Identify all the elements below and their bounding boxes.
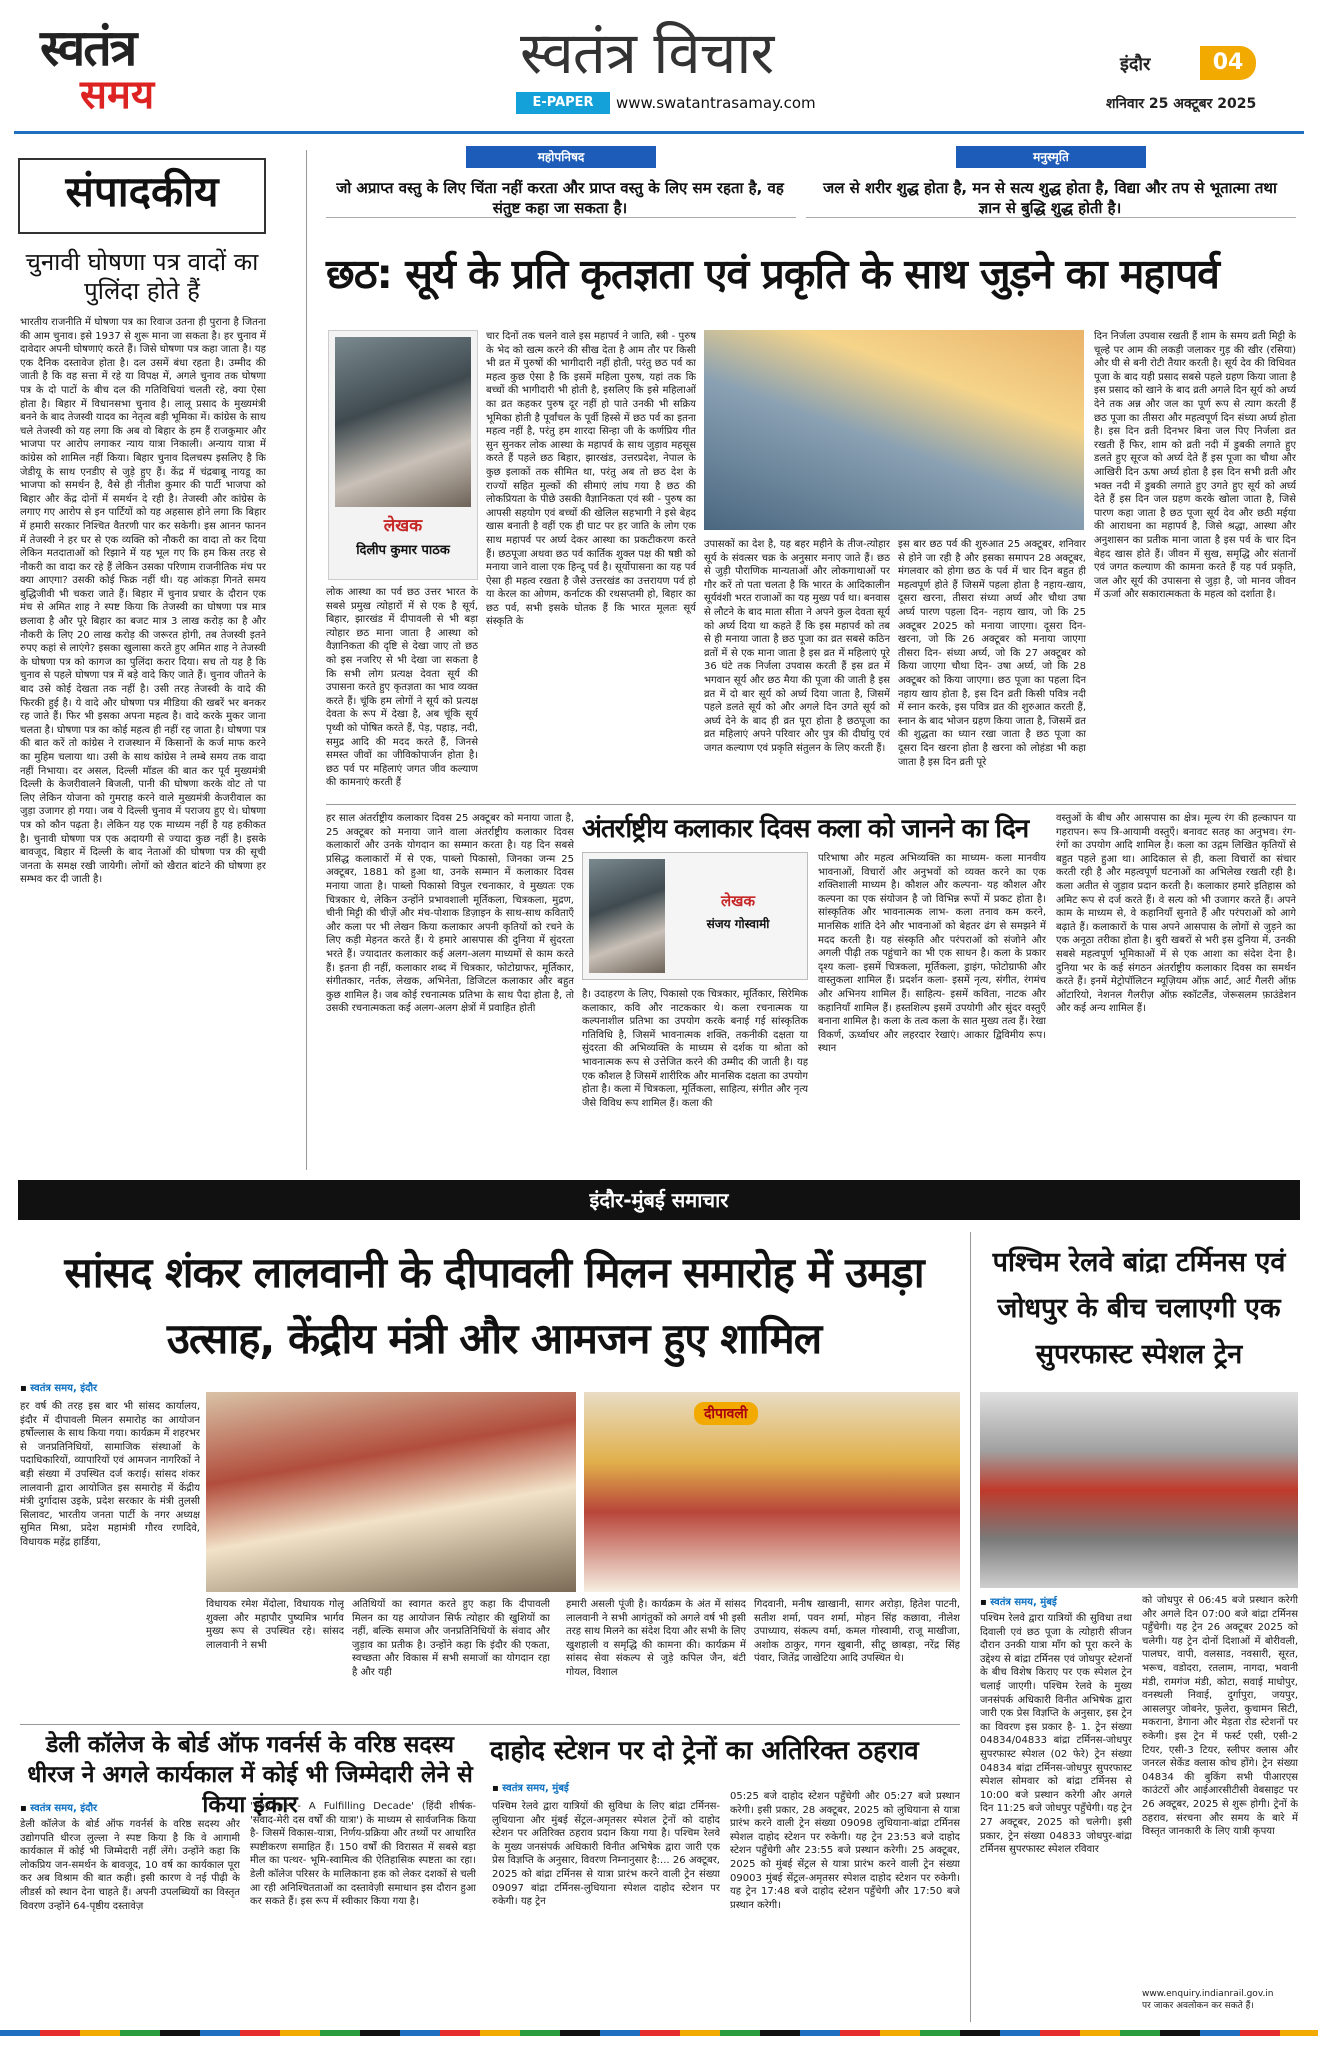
column-divider [306,150,307,1170]
byline-text: स्वतंत्र समय, इंदौर [30,1803,98,1814]
epaper-badge: E-PAPER [516,92,610,114]
dahod-byline: ▪ स्वतंत्र समय, मुंबई [492,1783,569,1794]
lalwani-byline: ▪ स्वतंत्र समय, इंदौर [20,1383,98,1394]
quote-text-2: जल से शरीर शुद्ध होता है, मन से सत्य शुद्ध होता है, विद्या और तप से भूतात्मा तथा ज्ञान से बुद्धि शुद्ध होती है। [823,179,1277,217]
masthead-rule [14,131,1304,134]
column-divider [970,1232,971,2022]
author-photo [589,859,665,973]
byline-text: स्वतंत्र समय, मुंबई [990,1597,1057,1608]
issue-date: शनिवार 25 अक्टूबर 2025 [1106,96,1257,112]
newspaper-logo [40,18,200,122]
lalwani-col-1: हर वर्ष की तरह इस बार भी सांसद कार्यालय, इंदौर में दीपावली मिलन समारोह का आयोजन हर्षोल्लास के साथ किया गया। कार्यक्रम में शहरभर से जनप्रतिनिधियों, सामाजिक संस्थाओं के पदाधिकारियों, व्यापारियों एवं आमजन नागरिकों ने बड़ी संख्या में उपस्थित दर्ज कराई। सांसद शंकर लालवानी द्वारा आयोजित इस समारोह में केंद्रीय मंत्री दुर्गादास उइके, प्रदेश सरकार के मंत्री तुलसी सिलावट, भारतीय जनता पार्टी के नगर अध्यक्ष सुमित मिश्रा, प्रदेश महामंत्री गौरव रणदिवे, विधायक महेंद्र हार्डिया, [20,1401,200,1548]
train-headline: पश्चिम रेलवे बांद्रा टर्मिनस एवं जोधपुर के बीच चलाएगी एक सुपरफास्ट स्पेशल ट्रेन [992,1247,1286,1370]
lalwani-col-4: हमारी असली पूंजी है। कार्यक्रम के अंत में सांसद लालवानी ने सभी आगंतुकों को अगले वर्ष भी इसी तरह साथ मिलने का संदेश दिया और सभी के लिए खुशहाली व समृद्धि की कामना की। कार्यक्रम में सांसद सेवा संकल्प से जुड़े कपिल जैन, बंटी गोयल, विशाल [566,1599,746,1678]
author-label: लेखक [721,892,755,910]
author-name: दिलीप कुमार पाठक [356,543,450,558]
quote-label-1: महोपनिषद [466,146,656,168]
artist-col-1: हर साल अंतर्राष्ट्रीय कलाकार दिवस 25 अक्टूबर को मनाया जाता है, 25 अक्टूबर को मनाया जाने वाला अंतर्राष्ट्रीय कलाकार दिवस कलाकारों और उनके योगदान का सम्मान करता है। यह दिन सबसे प्रसिद्ध कलाकारों में से एक, पाब्लो पिकासो, जिनका जन्म 25 अक्टूबर, 1881 को हुआ था, उनके सम्मान में कलाकार दिवस मनाया जाता है। पाब्लो पिकासो विपुल रचनाकार, वे मुख्यतः एक चित्रकार थे, लेकिन उन्होंने प्रभावशाली मूर्तिकला, चित्रकला, मुद्रण, चीनी मिट्टी की चीज़ें और मंच-पोशाक डिज़ाइन के साथ-साथ कविताएँ और कला पर भी लेखन किया कलाकार अपनी कृतियों को रचने के लिए कड़ी मेहनत करते हैं। ये हमारे आसपास की दुनिया में सुंदरता भरते हैं। ज्यादातर कलाकार कई अलग-अलग माध्यमों से काम करते हैं। इतना ही नहीं, कलाकार शब्द में चित्रकार, फोटोग्राफर, मूर्तिकार, संगीतकार, नर्तक, लेखक, अभिनेता, डिजिटल कलाकार और बहुत कुछ शामिल है। जब कोई रचनात्मक प्रतिभा के साथ पैदा होता है, तो उसकी रचनात्मकता कई अलग-अलग क्षेत्रों में प्रवाहित होती [326,813,574,1015]
chhath-col-3: उपासकों का देश है, यह बहर महीने के तीज-त्योहार सूर्य के संवत्सर चक्र के अनुसार मनाए जाते हैं। छठ से जुड़ी पौराणिक मान्यताओं और लोकगाथाओं पर गौर करें तो पता चलता है कि भारत के आदिकालीन सूर्यवंशी भरत राजाओं का यह मुख्य पर्व था। बनवास से लौटने के बाद माता सीता ने अपने कुल देवता सूर्य को अर्घ्य दिया था कहते हैं कि इस महापर्व को तब से ही मनाया जाता है छठ पूजा का व्रत सबसे कठिन व्रतों में से एक माना जाता है इस व्रत में महिलाएं पूरे 36 घंटे तक निर्जला उपवास करती हैं इस व्रत में भगवान सूर्य और छठ मैया की पूजा की जाती है इस व्रत में दो बार सूर्य को अर्घ्य दिया जाता है, जिसमें पहले डलते सूर्य को और अगले दिन उगते सूर्य को अर्घ्य देने के बाद ही व्रत पूरा होता है छठपूजा का व्रत महिलाएं अपने परिवार और पुत्र की दीर्घायु एवं जगत कल्याण एवं प्रकृति संतुलन के लिए करती हैं। [704,539,890,754]
photo-banner: दीपावली [694,1402,758,1425]
artist-col-4: वस्तुओं के बीच और आसपास का क्षेत्र। मूल्य रंग की हल्कापन या गहरापन। रूप त्रि-आयामी वस्तुएँ। बनावट सतह का अनुभव। रंग- रंगों का उपयोग आदि शामिल है। कला का उद्गम लिखित कृतियों से बहुत पहले हुआ था। आदिकाल से ही, कला विचारों का संचार करती रही है और महत्वपूर्ण घटनाओं का अभिलेख रखती रही है। कला अतीत से जुड़ाव प्रदान करती है। कलाकार हमारे इतिहास को अमिट रूप से दर्ज करते हैं। वे सत्य को भी उजागर करते हैं। अपने काम के माध्यम से, वे कहानियाँ सुनाते हैं और परंपराओं को आगे बढ़ाते हैं। कलाकारों के पास अपने आसपास के लोगों से जुड़ने का एक अनूठा तरीका होता है। बुरी खबरों से भरी इस दुनिया में, उनकी सबसे महत्वपूर्ण भूमिकाओं में से एक आशा का संदेश देना है। दुनिया भर के कई संगठन अंतर्राष्ट्रीय कलाकार दिवस का समर्थन करते हैं। इनमें मेट्रोपॉलिटन म्यूज़ियम ऑफ़ आर्ट, आर्ट गैलरी ऑफ़ ओंटारियो, नेशनल गैलरीज़ ऑफ़ स्कॉटलैंड, जेरूसलम फ़ाउंडेशन और कई अन्य शामिल हैं। [1056,813,1296,1015]
chhath-col-1: लोक आस्था का पर्व छठ उत्तर भारत के सबसे प्रमुख त्योहारों में से एक है सूर्य, बिहार, झारखंड में दीपावली से भी बड़ा त्योहार छठ माना जाता है आस्था को वैज्ञानिकता की दृष्टि से देखा जाए तो छठ को इस नजरिए से भी देखा जा सकता है कि सभी लोग प्रत्यक्ष देवता सूर्य की उपासना करते हुए कृतज्ञता का भाव व्यक्त करते हैं। चूंकि हम लोगों ने सूर्य को प्रत्यक्ष देवता के रूप में देखा है, अब चूंकि सूर्य पृथ्वी को पोषित करते हैं, पेड़, पहाड़, नदी, समुद्र आदि की मदद करते हैं, जिनसे समस्त जीवों का जीविकोपार्जन होता है। छठ पर्व पर महिलाएं जगत जीव कल्याण की कामनाएं करती हैं [326,587,478,789]
edition-city: इंदौर [1120,54,1151,75]
page-title: स्वतंत्र विचार [520,19,774,87]
article-divider [326,804,1296,805]
artist-author-card [582,852,808,980]
editorial-headline: चुनावी घोषणा पत्र वादों का पुलिंदा होते हैं [25,248,259,305]
train-byline: ▪ स्वतंत्र समय, मुंबई [980,1597,1057,1608]
daly-byline: ▪ स्वतंत्र समय, इंदौर [20,1803,98,1814]
train-col-1: पश्चिम रेलवे द्वारा यात्रियों की सुविधा तथा दिवाली एवं छठ पूजा के त्योहारी सीजन दौरान उनकी यात्रा माँग को पूरा करने के उद्देश्य से बांद्रा टर्मिनस एवं जोधपुर स्टेशनों के बीच विशेष किराए पर एक स्पेशल ट्रेन चलाई जाएगी। पश्चिम रेलवे के मुख्य जनसंपर्क अधिकारी विनीत अभिषेक द्वारा जारी एक प्रेस विज्ञप्ति के अनुसार, इस ट्रेन का विवरण इस प्रकार है- 1. ट्रेन संख्या 04834/04833 बांद्रा टर्मिनस-जोधपुर सुपरफास्ट स्पेशल (02 फेरे) ट्रेन संख्या 04834 बांद्रा टर्मिनस-जोधपुर सुपरफास्ट स्पेशल सोमवार को बांद्रा टर्मिनस से 10:00 बजे प्रस्थान करेगी और अगले दिन 11:25 बजे जोधपुर पहुँचेगी। यह ट्रेन 27 अक्टूबर, 2025 को चलेगी। इसी प्रकार, ट्रेन संख्या 04833 जोधपुर-बांद्रा टर्मिनस सुपरफास्ट स्पेशल रविवार [980,1613,1132,1856]
logo-line-1: स्वतंत्र [40,18,136,77]
artist-day-headline: अंतर्राष्ट्रीय कलाकार दिवस कला को जानने का दिन [582,814,1029,844]
daly-headline: डेली कॉलेज के बोर्ड ऑफ गवर्नर्स के वरिष्ठ सदस्य धीरज ने अगले कार्यकाल में कोई भी जिम्मेदारी लेने से किया इंकार [27,1732,473,1818]
byline-text: स्वतंत्र समय, मुंबई [502,1783,569,1794]
dahod-headline: दाहोद स्टेशन पर दो ट्रेनों का अतिरिक्त ठहराव [490,1736,919,1766]
daly-col-1: डेली कॉलेज के बोर्ड ऑफ गवर्नर्स के वरिष्ठ सदस्य और उद्योगपति धीरज लुल्ला ने स्पष्ट किया है कि वे आगामी कार्यकाल में कोई भी जिम्मेदारी नहीं लेंगे। उन्होंने कहा कि लोकप्रिय जन-समर्थन के बावजूद, 10 वर्ष का कार्यकाल पूरा कर अब विश्राम की बात कही। इसी कारण वे नई पीढ़ी के लीडर्स को स्थान देना चाहते हैं। अपनी उपलब्धियों का विस्तृत विवरण उन्होंने 64-पृष्ठीय दस्तावेज़ [20,1819,240,1912]
train-photo [980,1392,1298,1588]
article-divider [20,1724,960,1725]
artist-col-3: परिभाषा और महत्व अभिव्यक्ति का माध्यम- कला मानवीय भावनाओं, विचारों और अनुभवों को व्यक्त करने का एक शक्तिशाली माध्यम है। कौशल और कल्पना- यह कौशल और कल्पना का एक संयोजन है जो विभिन्न रूपों में प्रकट होता है। सांस्कृतिक और भावनात्मक लाभ- कला तनाव कम करने, मानसिक शांति देने और भावनाओं को बेहतर ढंग से समझने में मदद करती है। यह संस्कृति और परंपराओं को संजोने और अगली पीढ़ी तक पहुंचाने का भी एक साधन है। कला के प्रकार दृश्य कला- इसमें चित्रकला, मूर्तिकला, ड्राइंग, फोटोग्राफी और वास्तुकला शामिल हैं। प्रदर्शन कला- इसमें नृत्य, संगीत, रंगमंच और अभिनय शामिल हैं। साहित्य- इसमें कविता, नाटक और कहानियाँ शामिल हैं। हस्तशिल्प इसमें उपयोगी और सुंदर वस्तुएँ बनाना शामिल है। कला के तत्व कला के सात मुख्य तत्व हैं। रेखा विकर्ण, ऊर्ध्वाधर और लहरदार रेखाएं। आकार द्विविमीय रूप। स्थान [818,853,1046,1055]
section-bar [18,1180,1300,1220]
lalwani-photo-1 [206,1392,576,1592]
lalwani-col-5: गिदवानी, मनीष खाखानी, सागर अरोड़ा, हितेश पाटनी, सतीश शर्मा, पवन शर्मा, मोहन सिंह कछावा, नीलेश उपाध्याय, संकल्प वर्मा, कमल गोस्वामी, राजू माखीजा, अशोक ठाकुर, गगन खुबानी, सीटू छाबड़ा, नरेंद्र सिंह पंवार, जितेंद्र जाखेटिया आदि उपस्थित थे। [754,1599,960,1665]
dahod-col-2: 05:25 बजे दाहोद स्टेशन पहुँचेगी और 05:27 बजे प्रस्थान करेगी। इसी प्रकार, 28 अक्टूबर, 2025 को लुधियाना से यात्रा प्रारंभ करने वाली ट्रेन संख्या 09098 लुधियाना-बांद्रा टर्मिनस स्पेशल दाहोद स्टेशन पर रुकेगी। यह ट्रेन 23:53 बजे दाहोद स्टेशन पहुँचेगी और 23:55 बजे प्रस्थान करेगी। 25 अक्टूबर, 2025 को मुंबई सेंट्रल से यात्रा प्रारंभ करने वाली ट्रेन संख्या 09003 मुंबई सेंट्रल-अमृतसर स्पेशल दाहोद स्टेशन पर रुकेगी। यह ट्रेन 17:48 बजे दाहोद स्टेशन पहुँचेगी और 17:50 बजे प्रस्थान करेगी। [730,1791,960,1911]
logo-line-2: समय [80,71,155,118]
chhath-author-card [328,330,478,580]
color-registration-bar [0,2030,1318,2036]
dahod-col-1: पश्चिम रेलवे द्वारा यात्रियों की सुविधा के लिए बांद्रा टर्मिनस-लुधियाना और मुंबई सेंट्रल-अमृतसर स्पेशल ट्रेनों को दाहोद स्टेशन पर अतिरिक्त ठहराव प्रदान किया गया है। पश्चिम रेलवे के मुख्य जनसंपर्क अधिकारी विनीत अभिषेक द्वारा जारी एक प्रेस विज्ञप्ति के अनुसार, विवरण निम्नानुसार है:... 26 अक्टूबर, 2025 को बांद्रा टर्मिनस से यात्रा प्रारंभ करने वाली ट्रेन संख्या 09097 बांद्रा टर्मिनस-लुधियाना स्पेशल दाहोद स्टेशन पर रुकेगी। यह ट्रेन [492,1801,720,1908]
lalwani-headline: सांसद शंकर लालवानी के दीपावली मिलन समारोह में उमड़ा उत्साह, केंद्रीय मंत्री और आमजन हुए शामिल [64,1248,924,1363]
quote-text-1: जो अप्राप्त वस्तु के लिए चिंता नहीं करता और प्राप्त वस्तु के लिए सम रहता है, वह संतुष्ट कहा जा सकता है। [336,179,784,217]
chhath-photo [704,330,1084,530]
enquiry-tail: पर जाकर अवलोकन कर सकते हैं। [1142,2001,1254,2011]
quote-label-2: मनुस्मृति [956,146,1146,168]
website-link[interactable]: www.swatantrasamay.com [616,94,816,112]
chhath-col-4: इस बार छठ पर्व की शुरुआत 25 अक्टूबर, शनिवार से होने जा रही है और इसका समापन 28 अक्टूबर, मंगलवार को होगा छठ के पर्व में चार दिन बहुत ही महत्वपूर्ण होते हैं जिसमें पहला होता है नहाय-खाय, दूसरा खरना, तीसरा संध्या अर्घ्य और चौथा उषा अर्घ्य पारण पहला दिन- नहाय खाय, जो कि 25 अक्टूबर 2025 को मनाया जाएगा। दूसरा दिन- खरना, जो कि 26 अक्टूबर को मनाया जाएगा तीसरा दिन- संध्या अर्घ्य, जो कि 27 अक्टूबर को किया जाएगा चौथा दिन- उषा अर्घ्य, जो कि 28 अक्टूबर को किया जाएगा। छठ पूजा का पहला दिन नहाय खाय होता है, इस दिन व्रती किसी पवित्र नदी में स्नान करके, इस पवित्र व्रत की शुरुआत करती हैं, स्नान के बाद भोजन ग्रहण किया जाता है, जिसमें व्रत की शुद्धता का ध्यान रखा जाता है छठ पूजा का दूसरा दिन खरना होता है खरना को लोहंडा भी कहा जाता है इस दिन व्रती पूरे [898,539,1086,768]
author-label: लेखक [383,516,423,536]
byline-text: स्वतंत्र समय, इंदौर [30,1383,98,1394]
editorial-section-title: संपादकीय [65,167,219,216]
chhath-col-5: दिन निर्जला उपवास रखती हैं शाम के समय व्रती मिट्टी के चूल्हे पर आम की लकड़ी जलाकर गुड़ की खीर (रसिया) और घी से बनी रोटी तैयार करती है। सूर्य देव की विधिवत पूजा के बाद यही प्रसाद सबसे पहले ग्रहण किया जाता है इस प्रसाद को खाने के बाद व्रती अगले दिन सूर्य को अर्घ्य देने तक अन्न और जल का पूर्ण रूप से त्याग करती हैं छठ पूजा का तीसरा और महत्वपूर्ण दिन संध्या अर्घ्य होता है। इस दिन व्रती दिनभर बिना जल पिए निर्जला व्रत रखती हैं फिर, शाम को व्रती नदी में डुबकी लगाते हुए डलते हुए सूरज को अर्घ्य देते हैं इस पूजा का चौथा और आखिरी दिन ऊषा अर्घ्य होता है इस दिन सभी व्रती और भक्त नदी में डुबकी लगाते हुए उगते हुए सूर्य को अर्घ्य देते हैं इस दिन जल ग्रहण करके खोला जाता है, जिसे पारण कहा जाता है छठ पूजा सूर्य देव और छठी मईया की आराधना का महापर्व है, जिसे श्रद्धा, आस्था और अनुशासन का प्रतीक माना जाता है इस पर्व के चार दिन बेहद खास होते हैं। जीवन में सुख, समृद्धि और संतानों एवं जगत कल्याण की कामना करते हैं यह पर्व प्रकृति, जल और सूर्य की उपासना से जुड़ा है, जो मानव जीवन में ऊर्जा और सकारात्मकता के महत्व को दर्शाता है। [1094,331,1296,601]
train-col-2: को जोधपुर से 06:45 बजे प्रस्थान करेगी और अगले दिन 07:00 बजे बांद्रा टर्मिनस पहुँचेगी। यह ट्रेन 26 अक्टूबर 2025 को चलेगी। यह ट्रेन दोनों दिशाओं में बोरीवली, पालघर, वापी, वलसाड, नवसारी, सूरत, भरूच, वडोदरा, रतलाम, नागदा, भवानी मंडी, रामगंज मंडी, कोटा, सवाई माधोपुर, वनस्थली निवाई, दुर्गापुरा, जयपुर, आसलपुर जोबनेर, फुलेरा, कुचामन सिटी, मकराना, डेगाना और मेड़ता रोड स्टेशनों पर रुकेगी। इस ट्रेन में फर्स्ट एसी, एसी-2 टियर, एसी-3 टियर, स्लीपर क्लास और जनरल सेकेंड क्लास कोच होंगे। ट्रेन संख्या 04834 की बुकिंग सभी पीआरएस काउंटरों और आईआरसीटीसी वेबसाइट पर 26 अक्टूबर, 2025 से शुरू होगी। ट्रेनों के ठहराव, संरचना और समय के बारे में विस्तृत जानकारी के लिए यात्री कृपया [1142,1595,1298,1838]
section-bar-title: इंदौर-मुंबई समाचार [589,1188,729,1212]
editorial-body: भारतीय राजनीति में घोषणा पत्र का रिवाज उतना ही पुराना है जितना की आम चुनाव। इसे 1937 से शुरू माना जा सकता है। हर चुनाव में दावेदार अपनी घोषणाएं करते हैं। जिसे घोषणा पत्र कहा जाता है। यह एक दैनिक दस्तावेज होता है। दल उसमें बंधा रहता है। उम्मीद की जाती है कि वह सत्ता में रहे या विपक्ष में, अगले चुनाव तक घोषणा पत्र के दो पाटों के बीच दल की गतिविधियां चलती रहे, क्या ऐसा होता है। बिहार में विधानसभा चुनाव है। लालू प्रसाद के मुख्यमंत्री बनने के बाद तेजस्वी यादव का नेतृत्व बड़ी भूमिका में। कांग्रेस के साथ चले तेजस्वी को यह लगा कि अब वो बिहार के हम हैं राजकुमार और भाजपा पर आरोप लगाकर न्याय यात्रा निकाली। अन्याय यात्रा में कांग्रेस को शामिल नहीं किया। बिहार चुनाव दिलचस्प इसलिए है कि जेडीयू के साथ एनडीए से जुड़े हुए हैं। केंद्र में चंद्रबाबू नायडू का भाजपा को समर्थन है, वैसे ही नीतीश कुमार की पार्टी भाजपा को बिहार और केंद्र दोनों में समर्थन दे रही है। तेजस्वी और कांग्रेस के लगाए गए आरोप से इन पार्टियों को यह अहसास होने लगा कि बिहार में हमारी सरकार निश्चित वैतरणी पार कर सकेगी। इस आनन फानन में तेजस्वी ने हर घर से एक व्यक्ति को नौकरी का वादा तो कर दिया लेकिन मतदाताओं को रिझाने में यह भूल गए कि हम किस तरह से नौकरी का वादा कर रहे हैं लेकिन उसका परिणाम राजनीतिक मंच पर क्या आएगा? उसकी कोई फिक्र नहीं थी। यह आंकड़ा गिनते समय बुद्धिजीवी भी चकरा जाते हैं। बिहार में चुनाव प्रचार के दौरान एक मंच से अमित शाह ने स्पष्ट किया कि तेजस्वी का घोषणा पत्र मात्र छलावा है और पूरे बिहार का बजट मात्र 3 लाख करोड़ का है और नौकरी के लिए 20 लाख करोड़ की जरूरत होगी, तब तेजस्वी इतने रुपए कहां से लाएंगे? इसका खुलासा करते हुए अमित शाह ने तेजस्वी के घोषणा पत्र को कागज का पुलिंदा करार दिया। सच तो यह है कि चुनाव से पहले घोषणा पत्र में बड़े वादे किए जाते हैं। चुनाव जीतने के बाद उसे कोई देखता तक नहीं है। उसी तरह तेजस्वी के वादे की फिरकी हुई है। ये वादे और घोषणा पत्र मीडिया की खबरें भर बनकर रह जाते हैं। फिर भी इसका अपना महत्व है। वादे करके मुकर जाना चलता है। घोषणा पत्र का कोई महत्व ही नहीं रह जाता है। घोषणा पत्र की बात करें तो कांग्रेस ने राजस्थान में किसानों के कर्ज माफ करने का मुहिम चलाया था। उसी के साथ कांग्रेस ने लम्बे समय तक वादा नहीं निभाया। दर असल, दिल्ली मॉडल की बात कर पूर्व मुख्यमंत्री दिल्ली के केजरीवालने बिजली, पानी की घोषणा करके वोट तो पा लिए लेकिन योजना को गुमराह करने वाले मुख्यमंत्री केजरीवाल का जुड़ा उजागर हो गया। जब ये दिल्ली चुनाव में पराजय हुए थे। घोषणा पत्र को कौन पढ़ता है। लेकिन यह एक माध्यम नहीं है यह हकीकत है। चुनावी घोषणा पत्र एक अदायगी से ज्यादा कुछ नहीं है। इसके बावजूद, बिहार में दिल्ली के बाद नेताओं की घोषणा पत्र की सूची जनता के समक्ष रखी जायेगी। लोगों को खैरात बांटने की घोषणा हर सम्भव कर दी जाती है। [20,317,266,886]
chhath-col-2: चार दिनों तक चलने वाले इस महापर्व ने जाति, स्त्री - पुरुष के भेद को खत्म करने की सीख देता है आम तौर पर किसी भी व्रत में पुरुषों की भागीदारी नहीं होती, परंतु छठ पर्व का महत्व कुछ ऐसा है कि इसमें महिला पुरुष, यहां तक कि बच्चों की भागीदारी भी होती है, इसलिए कि इसे महिलाओं का व्रत कहकर पुरुष दूर नहीं हो पाते उनकी भी सक्रिय भूमिका होती है पूर्वांचल के पूर्वी हिस्से में छठ पर्व का इतना महत्व नहीं है, परंतु हम शारदा सिन्हा जी के कर्णप्रिय गीत सुन सुनकर लोक आस्था के महापर्व के साथ जुड़ाव महसूस करते हैं पहले छठ बिहार, झारखंड, उत्तरप्रदेश, नेपाल के कुछ इलाकों तक सीमित था, परंतु अब तो छठ देश के राज्यों सहित मुल्कों की सीमाएं लांघ गया है छठ की लोकप्रियता के पीछे उसकी वैज्ञानिकता एवं स्त्री - पुरुष का आपसी सहयोग एवं बच्चों की खेलिल सहभागी ने इसे बेहद खास बनाती है वहीं एक ही घाट पर हर जाति के लोग एक साथ महापर्व पर अर्घ्य देकर आस्था का प्रकटीकरण करते हैं। छठपूजा अथवा छठ पर्व कार्तिक शुक्ल पक्ष की षष्ठी को मनाया जाने वाला एक हिन्दू पर्व है। सूर्योपासना का यह पर्व ऐसा ही महत्व रखता है जैसे उत्तरखंड का उत्तरायण पर्व हो या केरल का ओणम, कर्नाटक की रथसप्तमी हो, बिहार का छठ पर्व, सभी इसके घोतक हैं कि भारत मूलतः सूर्य संस्कृति के [486,331,696,628]
train-url-note [1142,1988,1298,2012]
artist-col-2: है। उदाहरण के लिए, पिकासो एक चित्रकार, मूर्तिकार, सिरेमिक कलाकार, कवि और नाटककार थे। कला रचनात्मक या कल्पनाशील प्रतिभा का उपयोग करके बनाई गई सांस्कृतिक गतिविधि है, जिसमें भावनात्मक शक्ति, तकनीकी दक्षता या सुंदरता की अभिव्यक्ति के माध्यम से दर्शक या श्रोता को भावनात्मक रूप से उत्तेजित करने की उम्मीद की जाती है। यह एक कौशल है जिसमें शारीरिक और मानसिक दक्षता का उपयोग होता है। कला में चित्रकला, मूर्तिकला, साहित्य, संगीत और नृत्य जैसे विविध रूप शामिल हैं। कला की [582,989,808,1109]
page-number: 04 [1200,46,1256,80]
daly-col-2: 'Voyage - A Fulfilling Decade' (हिंदी शीर्षक- 'संवाद-मेरी दस वर्षों की यात्रा') के माध्यम से सार्वजनिक किया है- जिसमें विकास-यात्रा, निर्णय-प्रक्रिया और तथ्यों पर आधारित स्पष्टीकरण समाहित हैं। 150 वर्षों की विरासत में सबसे बड़ा मील का पत्थर- भूमि-स्वामित्व की ऐतिहासिक स्पष्टता का रहा। डेली कॉलेज परिसर के मालिकाना हक को लेकर दशकों से चली आ रही अनिश्चितताओं का दस्तावेज़ी समाधान इस दौरान हुआ कर सकते हैं। इस रूप में स्वीकार किया गया है। [250,1801,476,1908]
author-name: संजय गोस्वामी [706,917,770,931]
enquiry-link[interactable]: www.enquiry.indianrail.gov.in [1142,1989,1274,1999]
chhath-headline: छठ: सूर्य के प्रति कृतज्ञता एवं प्रकृति के साथ जुड़ने का महापर्व [326,250,1219,298]
author-photo [335,337,471,507]
lalwani-col-3: अतिथियों का स्वागत करते हुए कहा कि दीपावली मिलन का यह आयोजन सिर्फ त्योहार की खुशियों का नहीं, बल्कि समाज और जनप्रतिनिधियों के संवाद और जुड़ाव का प्रतीक है। उन्होंने कहा कि इंदौर की एकता, स्वच्छता और विकास में सभी समाजों का योगदान रहा है और यही [352,1599,550,1678]
lalwani-photo-2 [584,1392,960,1592]
lalwani-col-2: विधायक रमेश मेंदोला, विधायक गोलू शुक्ला और महापौर पुष्यमित्र भार्गव मुख्य रूप से उपस्थित रहे। सांसद लालवानी ने सभी [206,1599,344,1651]
